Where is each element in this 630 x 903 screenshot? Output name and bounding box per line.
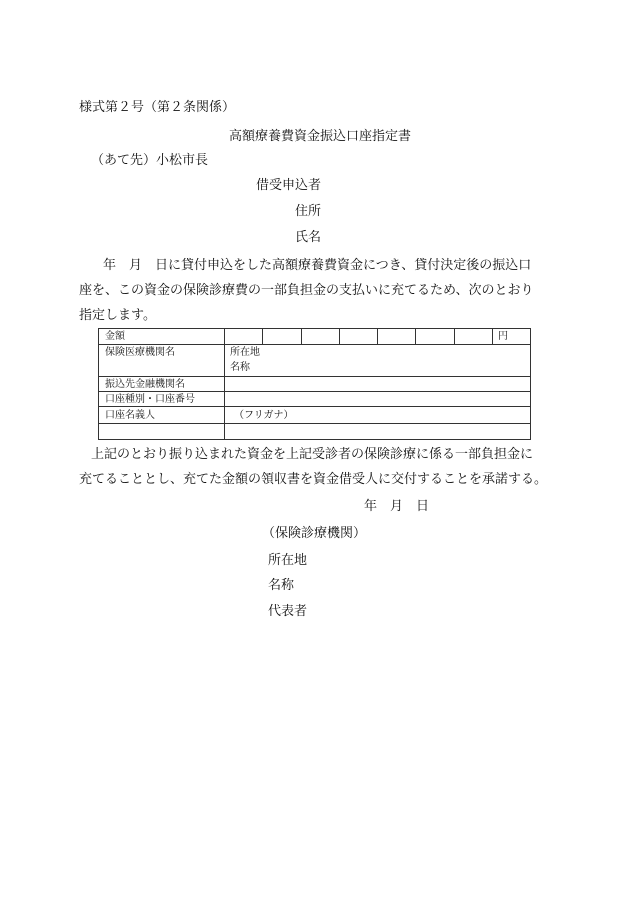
- holder-label: 口座名義人: [105, 410, 155, 421]
- intro-line-3: 指定します。: [79, 308, 156, 323]
- amount-label: 金額: [105, 331, 125, 342]
- yen-unit: 円: [498, 331, 508, 342]
- institution-location: 所在地: [268, 553, 308, 568]
- intro-line-1: 年 月 日に貸付申込をした高額療養費資金につき、貸付決定後の振込口: [103, 258, 532, 273]
- form-title: 高額療養費資金振込口座指定書: [229, 129, 412, 144]
- institution-location-label: 所在地: [230, 347, 260, 358]
- applicant-name-label: 氏名: [295, 230, 322, 245]
- account-table: [98, 328, 531, 440]
- institution-name-label: 名称: [230, 362, 250, 373]
- consent-date: 年 月 日: [364, 499, 430, 514]
- furigana-label: （フリガナ）: [234, 410, 294, 421]
- bank-label: 振込先金融機関名: [105, 379, 185, 390]
- applicant-address-label: 住所: [295, 204, 322, 219]
- addressee: （あて先）小松市長: [91, 153, 209, 168]
- form-number: 様式第２号（第２条関係）: [79, 100, 236, 115]
- institution-name: 名称: [268, 578, 295, 593]
- intro-line-2: 座を、この資金の保険診療費の一部負担金の支払いに充てるため、次のとおり: [79, 283, 534, 298]
- institution-label: 保険医療機関名: [105, 347, 175, 358]
- consent-line-2: 充てることとし、充てた金額の領収書を資金借受人に交付することを承諾する。: [79, 472, 548, 487]
- institution-representative: 代表者: [268, 604, 308, 619]
- account-type-label: 口座種別・口座番号: [105, 394, 195, 405]
- consent-line-1: 上記のとおり振り込まれた資金を上記受診者の保険診療に係る一部負担金に: [91, 447, 534, 462]
- institution-heading: （保険診療機関）: [262, 526, 367, 541]
- applicant-heading: 借受申込者: [256, 178, 322, 193]
